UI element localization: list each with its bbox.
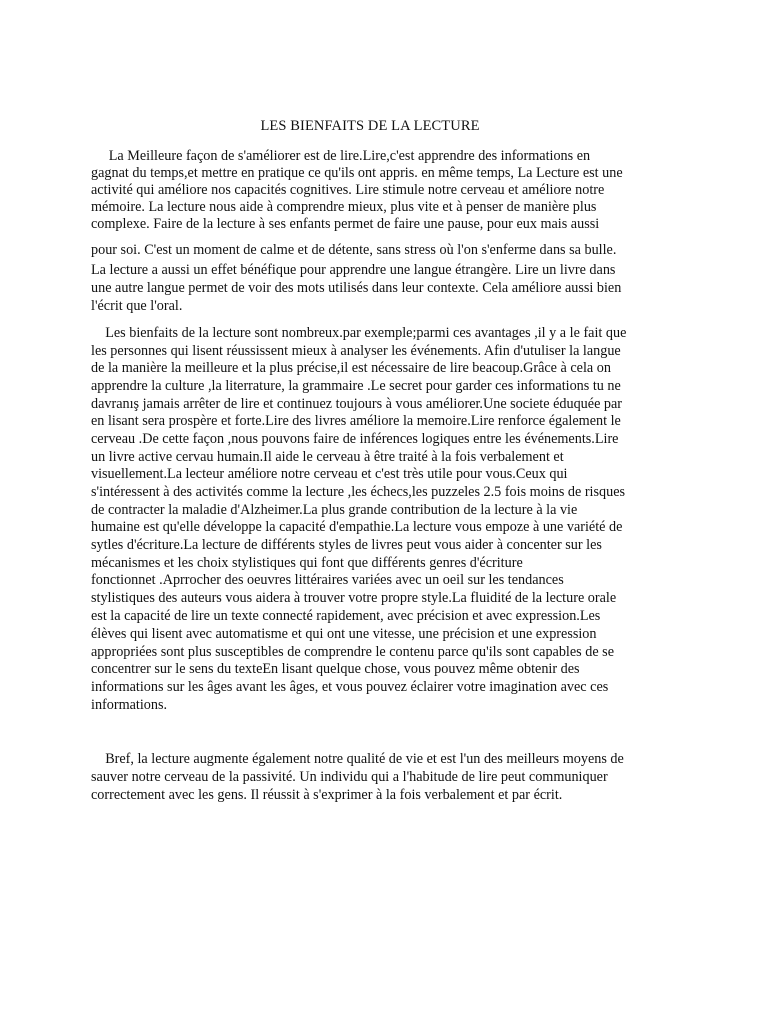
text-line: complexe. Faire de la lecture à ses enfants permet de faire une pause, pour eux mais aussi [91, 216, 600, 232]
text-line: sauver notre cerveau de la passivité. Un individu qui a l'habitude de lire peut communiquer [91, 769, 608, 785]
text-line: est la capacité de lire un texte connecté rapidement, avec précision et avec expression.Les [91, 608, 601, 624]
text-line: appropriées sont plus susceptibles de comprendre le contenu parce qu'ils sont capables de se [91, 644, 614, 660]
text-line: visuellement.La lecteur améliore notre cerveau et c'est très utile pour vous.Ceux qui [91, 466, 568, 482]
text-line: correctement avec les gens. Il réussit à s'exprimer à la fois verbalement et par écrit. [91, 787, 563, 803]
text-line: un livre active cervau humain.Il aide le cerveau à être traité à la fois verbalement et [91, 449, 564, 465]
text-line: gagnat du temps,et mettre en pratique ce qu'ils ont appris. en même temps, La Lecture est une [91, 165, 623, 181]
text-line: cerveau .De cette façon ,nous pouvons faire de inférences logiques entre les événements.Lire [91, 431, 619, 447]
text-line: une autre langue permet de voir des mots utilisés dans leur contexte. Cela améliore aussi bien [91, 280, 622, 296]
text-line: informations sur les âges avant les âges, et vous pouvez éclairer votre imagination avec ces [91, 679, 609, 695]
text-line: l'écrit que l'oral. [91, 298, 183, 314]
text-line: humaine est qu'elle développe la capacité d'empathie.La lecture vous empoze à une variété de [91, 519, 623, 535]
text-line: élèves qui lisent avec automatisme et qui ont une vitesse, une précision et une expression [91, 626, 597, 642]
text-line: pour soi. C'est un moment de calme et de détente, sans stress où l'on s'enferme dans sa bulle. [91, 242, 617, 258]
text-line: Bref, la lecture augmente également notre qualité de vie et est l'un des meilleurs moyens de [91, 751, 624, 767]
document-title: LES BIENFAITS DE LA LECTURE [260, 118, 480, 134]
text-line: les personnes qui lisent réussissent mieux à analyser les événements. Afin d'utuliser la langue [91, 343, 621, 359]
text-line: concentrer sur le sens du texteEn lisant quelque chose, vous pouvez même obtenir des [91, 661, 580, 677]
text-line: de la manière la meilleure et la plus précise,il est nécessaire de lire beacoup.Grâce à cela on [91, 360, 611, 376]
text-line: de contracter la maladie d'Alzheimer.La plus grande contribution de la lecture à la vie [91, 502, 578, 518]
text-line: fonctionnet .Aprrocher des oeuvres littéraires variées avec un oeil sur les tendances [91, 572, 564, 588]
text-line: informations. [91, 697, 168, 713]
text-line: davranış jamais arrêter de lire et continuez toujours à vous améliorer.Une societe éduquée par [91, 396, 623, 412]
text-line: Les bienfaits de la lecture sont nombreux.par exemple;parmi ces avantages ,il y a le fait que [91, 325, 627, 341]
text-line: mémoire. La lecture nous aide à comprendre mieux, plus vite et à penser de manière plus [91, 199, 597, 215]
text-line: apprendre la culture ,la literrature, la grammaire .Le secret pour garder ces informations tu ne [91, 378, 621, 394]
text-line: La lecture a aussi un effet bénéfique pour apprendre une langue étrangère. Lire un livre dans [91, 262, 616, 278]
text-line: stylistiques des auteurs vous aidera à trouver votre propre style.La fluidité de la lecture orale [91, 590, 617, 606]
text-line: s'intéressent à des activités comme la lecture ,les échecs,les puzzeles 2.5 fois moins de risques [91, 484, 626, 500]
text-line: en lisant sera prospère et forte.Lire des livres améliore la memoire.Lire renforce également le [91, 413, 621, 429]
text-line: activité qui améliore nos capacités cognitives. Lire stimule notre cerveau et améliore notre [91, 182, 605, 198]
text-line: sytles d'écriture.La lecture de différents styles de livres peut vous aider à concenter sur les [91, 537, 602, 553]
text-line: mécanismes et les choix stylistiques qui font que différents genres d'écriture [91, 555, 523, 571]
text-line: La Meilleure façon de s'améliorer est de lire.Lire,c'est apprendre des informations en [91, 148, 591, 164]
